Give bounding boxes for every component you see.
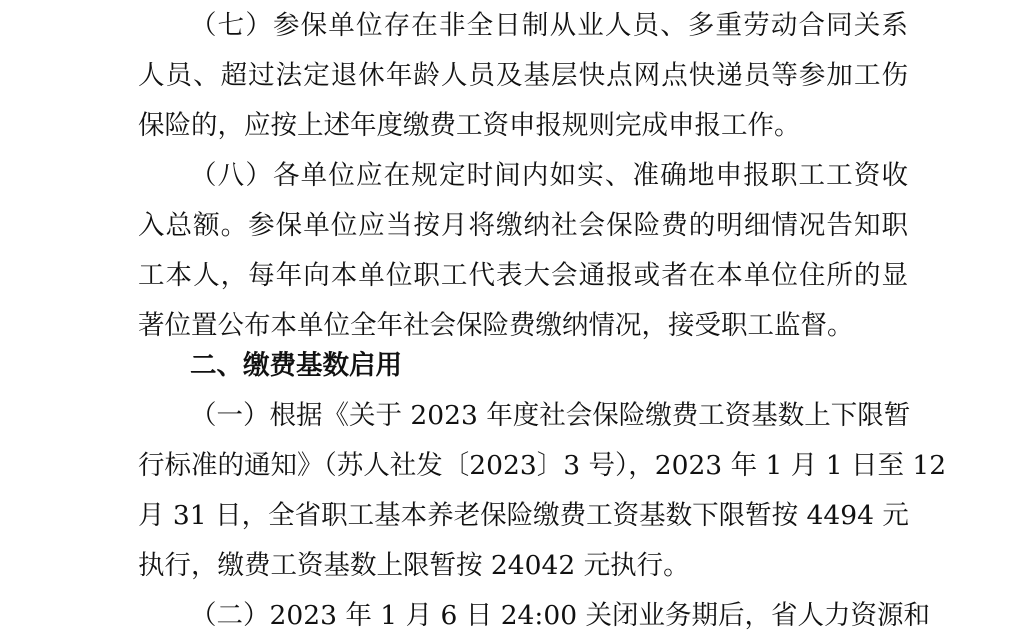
paragraph-8-line-3: 工本人，每年向本单位职工代表大会通报或者在本单位住所的显 [138,260,908,291]
paragraph-7-line-2: 人员、超过法定退休年龄人员及基层快点网点快递员等参加工伤 [138,60,908,91]
paragraph-7-line-3: 保险的，应按上述年度缴费工资申报规则完成申报工作。 [138,110,801,141]
section-heading: 二、缴费基数启用 [190,350,402,381]
paragraph-2-line-1: （二）2023 年 1 月 6 日 24:00 关闭业务期后，省人力资源和 [190,600,930,631]
paragraph-1-line-1: （一）根据《关于 2023 年度社会保险缴费工资基数上下限暂 [190,400,911,431]
paragraph-8-line-4: 著位置公布本单位全年社会保险费缴纳情况，接受职工监督。 [138,310,854,341]
paragraph-8-line-2: 入总额。参保单位应当按月将缴纳社会保险费的明细情况告知职 [138,210,908,241]
paragraph-1-line-2: 行标准的通知》（苏人社发〔2023〕3 号），2023 年 1 月 1 日至 12 [138,450,947,481]
paragraph-1-line-4: 执行，缴费工资基数上限暂按 24042 元执行。 [138,550,690,581]
paragraph-7-line-1: （七）参保单位存在非全日制从业人员、多重劳动合同关系 [190,10,908,41]
paragraph-1-line-3: 月 31 日，全省职工基本养老保险缴费工资基数下限暂按 4494 元 [138,500,909,531]
paragraph-8-line-1: （八）各单位应在规定时间内如实、准确地申报职工工资收 [190,160,908,191]
